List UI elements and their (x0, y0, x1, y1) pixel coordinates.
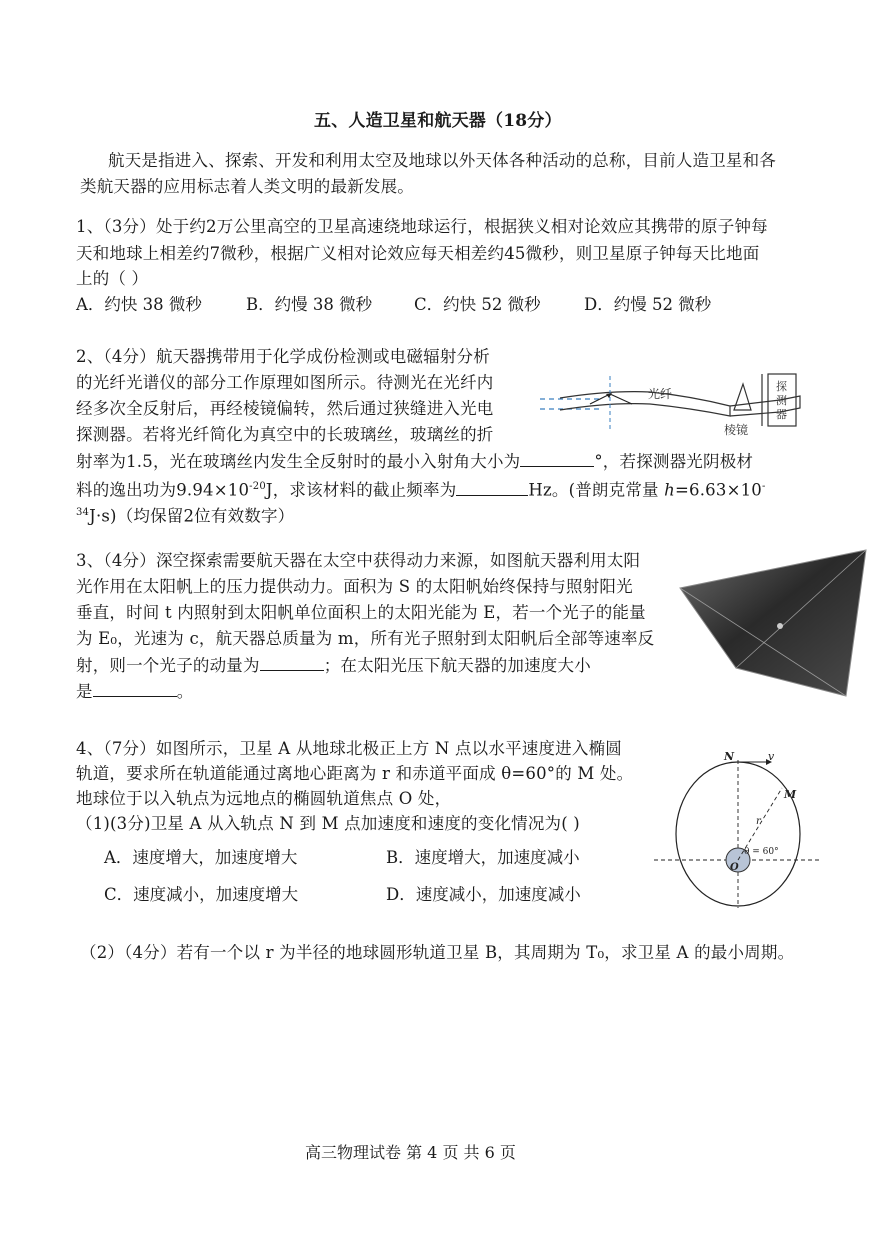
q2-planck-symbol: h (664, 480, 675, 500)
orbit-figure (654, 740, 820, 910)
intro-line-2: 类航天器的应用标志着人类文明的最新发展。 (80, 177, 414, 196)
q4-line-4: （1)(3分)卫星 A 从入轨点 N 到 M 点加速度和速度的变化情况为( ) (76, 814, 580, 833)
point-m-label: M (784, 788, 797, 801)
solar-sail-image (676, 548, 872, 698)
svg-text:测: 测 (776, 394, 787, 407)
q4-option-c: C．速度减小，加速度增大 (104, 885, 299, 904)
q4-line-1: 4、（7分）如图所示，卫星 A 从地球北极正上方 N 点以水平速度进入椭圆 (76, 739, 622, 758)
q3-acceleration-text: ；在太阳光压下航天器的加速度大小 (323, 656, 591, 675)
q2-line-3: 经多次全反射后，再经棱镜偏转，然后通过狭缝进入光电 (76, 399, 494, 418)
focus-o-label: O (730, 862, 739, 873)
q4-part-2: （2）（4分）若有一个以 r 为半径的地球圆形轨道卫星 B，其周期为 T₀，求卫星 A 的最小周期。 (80, 943, 795, 962)
q3-line-6-text: 是 (76, 682, 93, 701)
q4-option-d: D．速度减小，加速度减小 (386, 885, 581, 904)
q4-option-a: A．速度增大，加速度增大 (104, 848, 298, 867)
spacecraft-hub (777, 623, 783, 629)
q4-option-b: B．速度增大，加速度减小 (386, 848, 580, 867)
radius-label: r (756, 816, 761, 827)
fiber-label: 光纤 (648, 387, 673, 401)
q3-line-6 (76, 680, 193, 703)
q1-line-2: 天和地球上相差约7微秒，根据广义相对论效应每天相差约45微秒，则卫星原子钟每天比地面 (76, 244, 760, 263)
q2-line-1: 2、（4分）航天器携带用于化学成份检测或电磁辐射分析 (76, 347, 490, 366)
fiber-optic-figure (540, 370, 870, 445)
q2-line-5 (76, 450, 753, 473)
q2-frequency-text: J，求该材料的截止频率为 (265, 480, 457, 500)
q3-line-3: 垂直，时间 t 内照射到太阳帆单位面积上的太阳光能为 E，若一个光子的能量 (76, 603, 646, 622)
q3-acceleration-blank[interactable] (93, 680, 177, 697)
q2-work-function-text: 料的逸出功为9.94×10 (76, 480, 250, 500)
q1-line-1: 1、（3分）处于约2万公里高空的卫星高速绕地球运行，根据狭义相对论效应其携带的原子钟每 (76, 217, 768, 236)
q2-line-7 (76, 502, 294, 528)
q2-planck-exponent-end: 34 (76, 507, 90, 518)
q3-line-4: 为 E₀，光速为 c，航天器总质量为 m，所有光子照射到太阳帆后全部等速率反 (76, 629, 655, 648)
prism-label: 棱镜 (724, 423, 749, 437)
sail-panel (680, 550, 866, 696)
q2-planck-exponent-start: - (761, 481, 766, 492)
q2-line-6 (76, 476, 766, 502)
q2-line-2: 的光纤光谱仪的部分工作原理如图所示。待测光在光纤内 (76, 373, 494, 392)
svg-text:器: 器 (776, 408, 787, 421)
q4-line-3: 地球位于以入轨点为远地点的椭圆轨道焦点 O 处， (76, 789, 452, 808)
q1-option-b: B．约慢 38 微秒 (246, 295, 373, 314)
q2-planck-value: =6.63×10 (675, 480, 762, 500)
theta-label: θ = 60° (744, 847, 779, 857)
q3-line-5 (76, 654, 591, 677)
q1-option-a: A．约快 38 微秒 (76, 295, 202, 314)
q2-line-4: 探测器。若将光纤简化为真空中的长玻璃丝，玻璃丝的折 (76, 425, 494, 444)
q4-line-2: 轨道，要求所在轨道能通过离地心距离为 r 和赤道平面成 θ=60°的 M 处。 (76, 764, 634, 783)
svg-text:探: 探 (776, 380, 787, 393)
q3-line-6-end: 。 (176, 682, 194, 701)
q1-option-d: D．约慢 52 微秒 (584, 295, 712, 314)
point-n-label: N (724, 750, 735, 763)
q3-line-1: 3、（4分）深空探索需要航天器在太空中获得动力来源，如图航天器利用太阳 (76, 551, 641, 570)
page-footer: 高三物理试卷 第 4 页 共 6 页 (305, 1143, 516, 1162)
q3-line-2: 光作用在太阳帆上的压力提供动力。面积为 S 的太阳帆始终保持与照射阳光 (76, 577, 633, 596)
prism-shape (734, 384, 751, 410)
q2-line-5-tail: °，若探测器光阴极材 (594, 452, 754, 471)
q2-line-5-text: 射率为1.5，光在玻璃丝内发生全反射时的最小入射角大小为 (76, 452, 521, 471)
fiber-curve (560, 392, 730, 416)
q2-line-7-text: J·s)（均保留2位有效数字） (89, 506, 295, 526)
q2-unit-text: Hz。(普朗克常量 (528, 480, 665, 500)
q1-line-3: 上的（ ） (76, 269, 149, 288)
q3-momentum-text: 射，则一个光子的动量为 (76, 656, 260, 675)
q3-momentum-blank[interactable] (260, 654, 324, 671)
section-title: 五、人造卫星和航天器（18分） (314, 111, 562, 131)
q2-exponent: -20 (249, 481, 266, 492)
q2-frequency-blank[interactable] (456, 479, 528, 496)
q1-option-c: C．约快 52 微秒 (414, 295, 541, 314)
q2-angle-blank[interactable] (520, 450, 594, 467)
intro-line-1: 航天是指进入、探索、开发和利用太空及地球以外天体各种活动的总称，目前人造卫星和各 (108, 151, 776, 170)
velocity-label: v (768, 750, 775, 763)
